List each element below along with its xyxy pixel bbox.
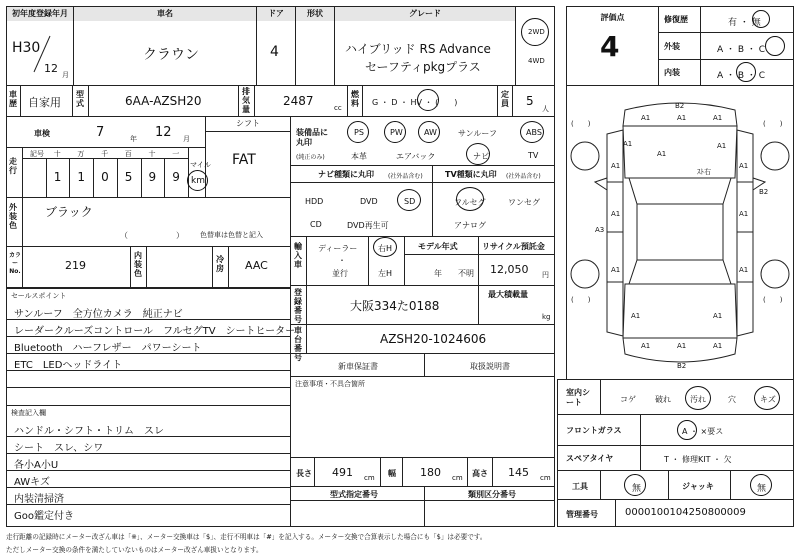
height-unit: cm bbox=[540, 474, 551, 482]
sales-point-1: サンルーフ 全方位カメラ 純正ナビ bbox=[14, 309, 183, 320]
drive-2wd: 2WD bbox=[528, 28, 545, 36]
import-parallel: 並行 bbox=[332, 269, 348, 278]
mileage-header-5: 十 bbox=[148, 150, 156, 158]
diag-bracket-4: ( ) bbox=[763, 296, 783, 304]
diag-bracket-2: ( ) bbox=[763, 120, 783, 128]
diag-mark-6: A1 bbox=[611, 162, 621, 170]
right-hand-circle bbox=[373, 237, 397, 257]
spare-label: スペアタイヤ bbox=[566, 454, 614, 463]
mileage-header-3: 千 bbox=[101, 150, 109, 158]
mileage-header-6: 一 bbox=[172, 150, 180, 158]
inspector-note-4: AWキズ bbox=[14, 477, 50, 488]
import-hdr-line bbox=[404, 254, 555, 255]
management-div bbox=[615, 499, 616, 527]
color-number: 219 bbox=[65, 259, 86, 272]
equip-pw-circle bbox=[384, 121, 406, 143]
colorno-div5 bbox=[228, 246, 229, 288]
mileage-header-0: 記号 bbox=[30, 150, 44, 158]
diag-mark-20: A1 bbox=[713, 342, 723, 350]
diag-mark-5: A1 bbox=[657, 150, 667, 158]
insp-line4 bbox=[6, 487, 291, 488]
height-label: 高さ bbox=[472, 469, 488, 478]
equip-navi-circle bbox=[466, 143, 490, 165]
management-label: 管理番号 bbox=[566, 510, 598, 519]
equipment-label: 装備品に丸印 bbox=[296, 128, 328, 147]
seat-hole: 穴 bbox=[728, 395, 736, 404]
mileage-col-line bbox=[69, 158, 70, 198]
import-label: 輸入車 bbox=[294, 242, 302, 269]
tools-value: 無 bbox=[632, 484, 642, 494]
diag-mark-15: A1 bbox=[611, 266, 621, 274]
sales-line4 bbox=[6, 370, 291, 371]
model-year-unit: 年 bbox=[434, 269, 442, 278]
width-label: 幅 bbox=[388, 469, 396, 478]
displacement: 2487 bbox=[283, 94, 314, 108]
color-no-label: カラーNo. bbox=[8, 252, 21, 275]
navi-sd-circle bbox=[397, 189, 421, 211]
mileage-digit-3: 5 bbox=[124, 170, 133, 184]
mileage-digit-5: 9 bbox=[172, 170, 180, 184]
plate-number: 大阪334た0188 bbox=[350, 299, 440, 313]
score-label: 評価点 bbox=[600, 13, 625, 22]
plate-label: 登録番号 bbox=[294, 288, 302, 324]
category-label: 車歴 bbox=[9, 90, 17, 108]
import-div3 bbox=[404, 236, 405, 286]
color-div bbox=[22, 197, 23, 247]
displacement-label: 排気量 bbox=[242, 87, 250, 114]
chassis-label: 車台番号 bbox=[294, 326, 302, 362]
seat-scratch-circle bbox=[754, 386, 780, 410]
tools-div1 bbox=[600, 470, 601, 500]
width-value: 180 bbox=[420, 466, 441, 479]
shape-label: 形状 bbox=[296, 7, 334, 21]
colorno-div4 bbox=[212, 246, 213, 288]
model-code: 6AA-AZSH20 bbox=[125, 94, 202, 108]
eval-row-line1 bbox=[658, 32, 794, 33]
sales-line2 bbox=[6, 336, 291, 337]
dim-div3 bbox=[402, 457, 403, 487]
mileage-digit-0: 1 bbox=[53, 170, 62, 184]
drive-4wd: 4WD bbox=[528, 57, 545, 65]
exterior-color: ブラック bbox=[45, 205, 93, 219]
eval-label-divider bbox=[700, 6, 701, 86]
inspection-label: 車検 bbox=[34, 129, 50, 138]
eval-divider bbox=[658, 6, 659, 86]
equip-leather: 本革 bbox=[351, 152, 367, 161]
reg-div7 bbox=[362, 85, 363, 117]
navi-note: (社外品含む) bbox=[388, 173, 423, 180]
mileage-unit-label: マイル bbox=[190, 161, 211, 169]
plate-div2 bbox=[478, 285, 479, 325]
sales-line1 bbox=[6, 319, 291, 320]
seat-label: 室内シート bbox=[566, 388, 590, 407]
grade-divider bbox=[515, 6, 516, 86]
exterior-label: 外装 bbox=[664, 42, 680, 51]
reg-div3 bbox=[88, 85, 89, 117]
tv-fullseg: フルセグ bbox=[454, 198, 486, 207]
diag-mark-22: B2 bbox=[677, 362, 687, 370]
grade-line1: ハイブリッド RS Advance bbox=[345, 42, 491, 56]
model-label: 型式 bbox=[76, 90, 84, 108]
glass-label: フロントガラス bbox=[566, 426, 622, 435]
reg-div5 bbox=[254, 85, 255, 117]
navi-cd: CD bbox=[310, 220, 322, 229]
docs-div bbox=[424, 353, 425, 377]
import-dot: ・ bbox=[338, 256, 346, 265]
chassis-div bbox=[306, 324, 307, 354]
tv-oneseg: ワンセグ bbox=[508, 198, 540, 207]
right-hand: 右H bbox=[378, 244, 393, 253]
import-div4 bbox=[478, 236, 479, 286]
footer-line2: ただしメーター交換の条件を満たしていないものはメーター改ざん車扱いとなります。 bbox=[6, 546, 263, 554]
tools-div3 bbox=[730, 470, 731, 500]
navi-dvd-play: DVD再生可 bbox=[347, 221, 389, 230]
diag-mark-12: ｽﾄ右 bbox=[697, 168, 711, 176]
equip-ps-circle bbox=[347, 121, 369, 143]
equip-pw: PW bbox=[390, 128, 403, 137]
first-registration-month: 12 bbox=[44, 62, 58, 75]
mileage-col-line bbox=[117, 158, 118, 198]
chassis-number: AZSH20-1024606 bbox=[380, 332, 487, 346]
drive-2wd-circle bbox=[521, 18, 549, 46]
reg-div8 bbox=[497, 85, 498, 117]
tv-analog: アナログ bbox=[454, 221, 486, 230]
colorno-div2 bbox=[130, 246, 131, 288]
sales-point-3: Bluetooth ハーフレザー パワーシート bbox=[14, 343, 202, 354]
equip-navi: ナビ bbox=[473, 152, 489, 161]
colorno-div1 bbox=[22, 246, 23, 288]
length-unit: cm bbox=[364, 474, 375, 482]
jack-label: ジャッキ bbox=[682, 482, 714, 491]
diag-bracket-3: ( ) bbox=[571, 296, 591, 304]
glass-div bbox=[640, 414, 641, 446]
sales-line3 bbox=[6, 353, 291, 354]
navi-hdd: HDD bbox=[305, 197, 324, 206]
tools-label: 工具 bbox=[572, 482, 588, 491]
seat-stain-circle bbox=[685, 386, 711, 410]
diag-mark-3: A1 bbox=[677, 114, 687, 122]
diag-mark-21: A1 bbox=[677, 342, 687, 350]
equip-ps: PS bbox=[354, 128, 364, 137]
navi-sd: SD bbox=[404, 197, 416, 206]
diag-mark-4: A1 bbox=[713, 114, 723, 122]
interior-color-label: 内装色 bbox=[134, 251, 142, 278]
inspector-note-6: Goo鑑定付き bbox=[14, 511, 74, 522]
door-count: 4 bbox=[270, 44, 279, 60]
diag-mark-17: A1 bbox=[631, 312, 641, 320]
equip-abs-circle bbox=[520, 121, 544, 143]
dim-div5 bbox=[492, 457, 493, 487]
sales-point-2: レーダークルーズコントロール フルセグTV シートヒーター bbox=[14, 326, 296, 337]
tv-fullseg-circle bbox=[456, 187, 484, 211]
jack-value: 無 bbox=[757, 484, 767, 494]
mileage-header-1: 十 bbox=[53, 150, 61, 158]
mileage-col-line bbox=[93, 158, 94, 198]
equip-sunroof: サンルーフ bbox=[458, 129, 497, 138]
reg-div1 bbox=[20, 85, 21, 117]
max-load-unit: kg bbox=[542, 313, 551, 321]
seat-tear: 破れ bbox=[655, 395, 671, 404]
mileage-header-4: 百 bbox=[124, 150, 132, 158]
grade-line2: セーフティpkgプラス bbox=[365, 60, 481, 74]
diag-mark-9: A1 bbox=[717, 142, 727, 150]
shift-label: シフト bbox=[236, 119, 260, 128]
capacity-unit: 人 bbox=[542, 105, 549, 113]
seat-scratch: キズ bbox=[760, 395, 776, 404]
exterior-selected-circle bbox=[765, 36, 785, 56]
mileage-digit-1: 1 bbox=[77, 170, 86, 184]
mileage-col-line bbox=[164, 158, 165, 198]
vehicle-category: 自家用 bbox=[28, 96, 61, 109]
seat-burn: コゲ bbox=[620, 395, 636, 404]
plate-div1 bbox=[306, 285, 307, 325]
footer-line1: 走行距離の記録時にメーター改ざん車は「※」、メーター交換車は「$」、走行不明車は「#」を記入する。メーター交換で合算表示した場合にも「$」は必要です。 bbox=[6, 533, 487, 541]
mileage-digit-2: 0 bbox=[101, 170, 109, 184]
fuel-label: 燃料 bbox=[351, 90, 359, 108]
inspector-note-3: 各小A小U bbox=[14, 460, 59, 471]
inspection-month-unit: 月 bbox=[183, 135, 190, 143]
inspection-year-unit: 年 bbox=[130, 135, 137, 143]
aircon: AAC bbox=[245, 259, 268, 272]
tv-label: TV種類に丸印 bbox=[445, 170, 497, 179]
mileage-col-line bbox=[46, 158, 47, 198]
colorno-div3 bbox=[146, 246, 147, 288]
inspector-note-2: シート スレ、シワ bbox=[14, 443, 104, 454]
exterior-options: A ・ B ・ C bbox=[717, 45, 766, 55]
displacement-unit: cc bbox=[334, 104, 342, 112]
color-label: 外装色 bbox=[9, 203, 17, 230]
color-paren: （ ） bbox=[120, 231, 184, 240]
door-label: ドア bbox=[257, 7, 295, 21]
equipment-sublabel: (純正のみ) bbox=[296, 154, 325, 161]
equip-aw-circle bbox=[418, 121, 440, 143]
left-hand: 左H bbox=[378, 269, 393, 278]
inspection-year: 7 bbox=[96, 125, 105, 140]
diag-mark-7: A1 bbox=[623, 140, 633, 148]
recycle-amount: 12,050 bbox=[490, 263, 529, 276]
repair-options: 有 ・ 無 bbox=[728, 18, 761, 28]
mileage-label: 走行 bbox=[9, 157, 17, 175]
repair-selected-circle bbox=[752, 10, 770, 28]
car-diagram bbox=[567, 86, 793, 379]
fuel-selected-circle bbox=[417, 89, 439, 111]
import-div2 bbox=[368, 236, 369, 286]
capacity-label: 定員 bbox=[501, 90, 509, 108]
capacity: 5 bbox=[526, 94, 534, 108]
seat-div bbox=[600, 379, 601, 415]
diag-mark-19: A1 bbox=[641, 342, 651, 350]
navi-label: ナビ種類に丸印 bbox=[318, 170, 374, 179]
reg-div6 bbox=[347, 85, 348, 117]
equip-abs: ABS bbox=[526, 128, 542, 137]
spare-div bbox=[640, 445, 641, 471]
dim-div4 bbox=[467, 457, 468, 487]
new-car-warranty: 新車保証書 bbox=[338, 362, 378, 371]
grade-label: グレード bbox=[335, 7, 515, 21]
repair-label: 修復歴 bbox=[664, 15, 688, 24]
import-dealer: ディーラー bbox=[318, 244, 358, 253]
shift-value: FAT bbox=[232, 152, 256, 168]
model-year-unknown: 不明 bbox=[458, 269, 474, 278]
car-name-label: 車名 bbox=[74, 7, 256, 21]
diag-mark-11: A1 bbox=[739, 210, 749, 218]
seat-stain: 汚れ bbox=[690, 395, 706, 404]
spare-options: T ・ 修理KIT ・ 欠 bbox=[664, 455, 732, 464]
diag-mark-2: A1 bbox=[641, 114, 651, 122]
shift-hdr-line bbox=[205, 131, 291, 132]
diag-mark-8: A1 bbox=[739, 162, 749, 170]
tv-note: (社外品含む) bbox=[506, 173, 541, 180]
diag-mark-10: A1 bbox=[611, 210, 621, 218]
month-unit: 月 bbox=[62, 71, 69, 79]
year-label: 初年度登録年月 bbox=[7, 7, 73, 21]
inspector-note-5: 内装清掃済 bbox=[14, 494, 64, 505]
inspector-note-1: ハンドル・シフト・トリム スレ bbox=[14, 426, 164, 437]
import-div1 bbox=[306, 236, 307, 286]
evaluation-score: 4 bbox=[600, 30, 620, 63]
equip-aw: AW bbox=[424, 128, 437, 137]
interior-label: 内装 bbox=[664, 68, 680, 77]
mileage-header-2: 万 bbox=[77, 150, 85, 158]
mileage-unit-km: km bbox=[191, 176, 205, 186]
diag-mark-14: A3 bbox=[595, 226, 605, 234]
management-number: 0000100104250800009 bbox=[625, 507, 746, 518]
mileage-digit-4: 9 bbox=[148, 170, 157, 184]
glass-a-circle bbox=[677, 420, 697, 440]
jack-circle bbox=[750, 474, 772, 496]
mileage-div bbox=[22, 147, 23, 198]
first-registration-year: H30 bbox=[12, 40, 41, 56]
equip-tv: TV bbox=[528, 151, 539, 160]
approval-hdr-line bbox=[290, 500, 555, 501]
sales-points-label: セールスポイント bbox=[11, 292, 67, 300]
owners-manual: 取扱説明書 bbox=[470, 362, 510, 371]
fuel-options: G ・ D ・ HV ・ ( ) bbox=[372, 98, 458, 107]
category-number-label: 類別区分番号 bbox=[468, 490, 516, 499]
diag-mark-1: B2 bbox=[675, 102, 685, 110]
docs-box bbox=[290, 353, 555, 377]
insp-line5 bbox=[6, 504, 291, 505]
width-unit: cm bbox=[452, 474, 463, 482]
diag-mark-16: A1 bbox=[739, 266, 749, 274]
tools-div2 bbox=[668, 470, 669, 500]
car-name: クラウン bbox=[143, 47, 199, 63]
type-approval-label: 型式指定番号 bbox=[330, 490, 378, 499]
interior-selected-circle bbox=[736, 62, 756, 82]
mileage-col-line bbox=[141, 158, 142, 198]
approval-div bbox=[424, 486, 425, 527]
dim-div2 bbox=[380, 457, 381, 487]
diag-bracket-1: ( ) bbox=[571, 120, 591, 128]
navi-dvd: DVD bbox=[360, 197, 378, 206]
inspector-label: 検査記入欄 bbox=[11, 409, 46, 417]
model-year-label: モデル年式 bbox=[418, 242, 458, 251]
eval-row-line2 bbox=[658, 59, 794, 60]
recycle-label: リサイクル預託金 bbox=[482, 242, 545, 251]
insp-line2 bbox=[6, 453, 291, 454]
diag-mark-18: A1 bbox=[713, 312, 723, 320]
color-note: 色替車は色替と記入 bbox=[200, 231, 263, 239]
dim-div1 bbox=[314, 457, 315, 487]
reg-div9 bbox=[512, 85, 513, 117]
diag-mark-13: B2 bbox=[759, 188, 769, 196]
insp-line3 bbox=[6, 470, 291, 471]
reg-div4 bbox=[238, 85, 239, 117]
insp-line1 bbox=[6, 436, 291, 437]
max-load-label: 最大積載量 bbox=[488, 290, 528, 299]
length-value: 491 bbox=[332, 466, 353, 479]
equip-airbag: エアバック bbox=[396, 152, 436, 161]
length-label: 長さ bbox=[296, 469, 312, 478]
recycle-unit: 円 bbox=[542, 271, 549, 279]
tools-circle bbox=[624, 474, 646, 496]
height-value: 145 bbox=[508, 466, 529, 479]
reg-div2 bbox=[72, 85, 73, 117]
inspection-month: 12 bbox=[155, 125, 172, 140]
interior-options: A ・ B ・ C bbox=[717, 71, 766, 81]
mileage-km-circle bbox=[187, 170, 208, 191]
notes-label: 注意事項・不具合箇所 bbox=[295, 380, 365, 388]
glass-options: A ・ ×要ス bbox=[682, 427, 724, 436]
aircon-label: 冷房 bbox=[216, 255, 224, 273]
sales-line5 bbox=[6, 387, 291, 388]
sales-point-4: ETC LEDヘッドライト bbox=[14, 360, 123, 371]
